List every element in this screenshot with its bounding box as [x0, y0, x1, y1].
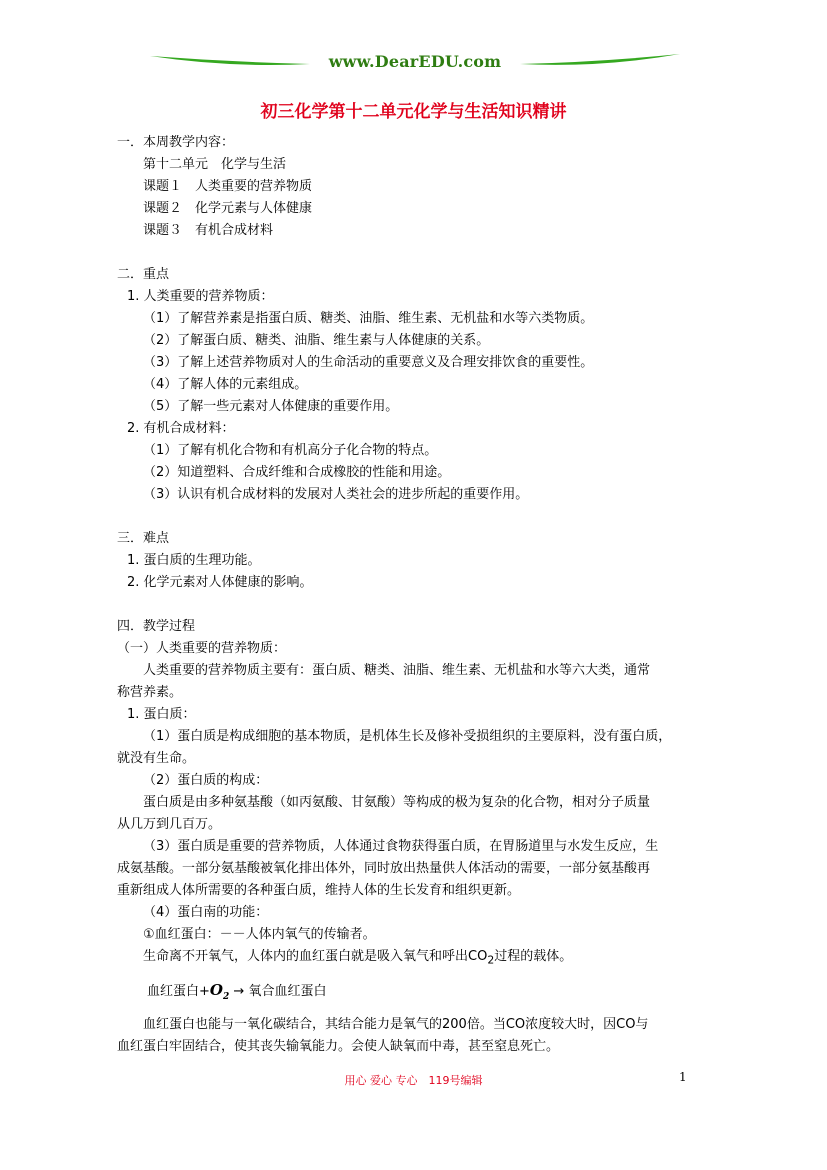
section-1-heading: 一．本周教学内容： [117, 135, 235, 150]
difficulty-1: 1. 蛋白质的生理功能。 [127, 553, 261, 568]
site-logo-text: www.DearEDU.com [328, 52, 502, 71]
key-point-2-item: （1）了解有机化合物和有机高分子化合物的特点。 [143, 443, 438, 458]
section-3-heading: 三．难点 [117, 531, 170, 546]
lesson-1: 课题１ 人类重要的营养物质 [143, 179, 313, 194]
paragraph-line: （1）蛋白质是构成细胞的基本物质，是机体生长及修补受损组织的主要原料，没有蛋白质， [143, 729, 672, 744]
paragraph-line: 重新组成人体所需要的各种蛋白质，维持人体的生长发育和组织更新。 [117, 883, 521, 898]
paragraph-line: 血红蛋白也能与一氧化碳结合，其结合能力是氧气的200倍。当CO浓度较大时，因CO与 [143, 1016, 649, 1032]
co2-formula: $CO_2$ [468, 949, 495, 967]
o2-formula: $O_2$ [209, 980, 230, 1002]
page-footer: 用心 爱心 专心 119号编辑 [344, 1074, 483, 1087]
lesson-2: 课题２ 化学元素与人体健康 [143, 201, 313, 216]
section-4-heading: 四．教学过程 [117, 619, 196, 634]
lesson-3: 课题３ 有机合成材料 [143, 223, 274, 238]
difficulty-2: 2. 化学元素对人体健康的影响。 [127, 575, 313, 590]
key-point-2: 2. 有机合成材料： [127, 421, 235, 436]
paragraph-line: （4）蛋白南的功能： [143, 905, 269, 920]
key-point-2-item: （3）认识有机合成材料的发展对人类社会的进步所起的重要作用。 [143, 487, 529, 502]
paragraph-line: 从几万到几百万。 [117, 817, 222, 832]
paragraph-line: （3）蛋白质是重要的营养物质，人体通过食物获得蛋白质，在胃肠道里与水发生反应，生 [143, 839, 659, 854]
key-point-1-item: （5）了解一些元素对人体健康的重要作用。 [143, 399, 399, 414]
paragraph-line: 人类重要的营养物质主要有：蛋白质、糖类、油脂、维生素、无机盐和水等六大类，通常 [143, 663, 651, 678]
section-2-heading: 二．重点 [117, 267, 170, 282]
item-protein: 1. 蛋白质： [127, 707, 196, 722]
arrow-icon: → [233, 983, 245, 999]
paragraph-line: 成氨基酸。一部分氨基酸被氧化排出体外，同时放出热量供人体活动的需要，一部分氨基酸再 [117, 861, 651, 876]
paragraph-line: （2）蛋白质的构成： [143, 773, 269, 788]
key-point-1-item: （1）了解营养素是指蛋白质、糖类、油脂、维生素、无机盐和水等六类物质。 [143, 311, 594, 326]
paragraph-line: 血红蛋白牢固结合，使其丧失输氧能力。会使人缺氧而中毒，甚至窒息死亡。 [117, 1038, 560, 1054]
chemical-equation: 血红蛋白$+O_2$ → 氧合血红蛋白 [147, 980, 327, 1002]
document-body [117, 132, 732, 1058]
key-point-2-item: （2）知道塑料、合成纤维和合成橡胶的性能和用途。 [143, 465, 451, 480]
key-point-1-item: （3）了解上述营养物质对人的生命活动的重要意义及合理安排饮食的重要性。 [143, 355, 594, 370]
key-point-1-item: （4）了解人体的元素组成。 [143, 377, 308, 392]
paragraph-line: 称营养素。 [117, 685, 183, 700]
paragraph-line: 就没有生命。 [117, 751, 196, 766]
site-header [150, 48, 680, 78]
page-number: 1 [679, 1070, 687, 1084]
paragraph-line: 蛋白质是由多种氨基酸（如丙氨酸、甘氨酸）等构成的极为复杂的化合物，相对分子质量 [143, 795, 651, 810]
subsection-heading: （一）人类重要的营养物质： [117, 641, 287, 656]
key-point-1: 1. 人类重要的营养物质： [127, 289, 274, 304]
paragraph-line: ①血红蛋白：－－人体内氧气的传输者。 [143, 927, 376, 942]
paragraph-line: 生命离不开氧气，人体内的血红蛋白就是吸入氧气和呼出$CO_2$过程的载体。 [143, 949, 573, 967]
unit-line: 第十二单元 化学与生活 [143, 157, 287, 172]
page-title: 初三化学第十二单元化学与生活知识精讲 [260, 102, 567, 122]
key-point-1-item: （2）了解蛋白质、糖类、油脂、维生素与人体健康的关系。 [143, 333, 490, 348]
